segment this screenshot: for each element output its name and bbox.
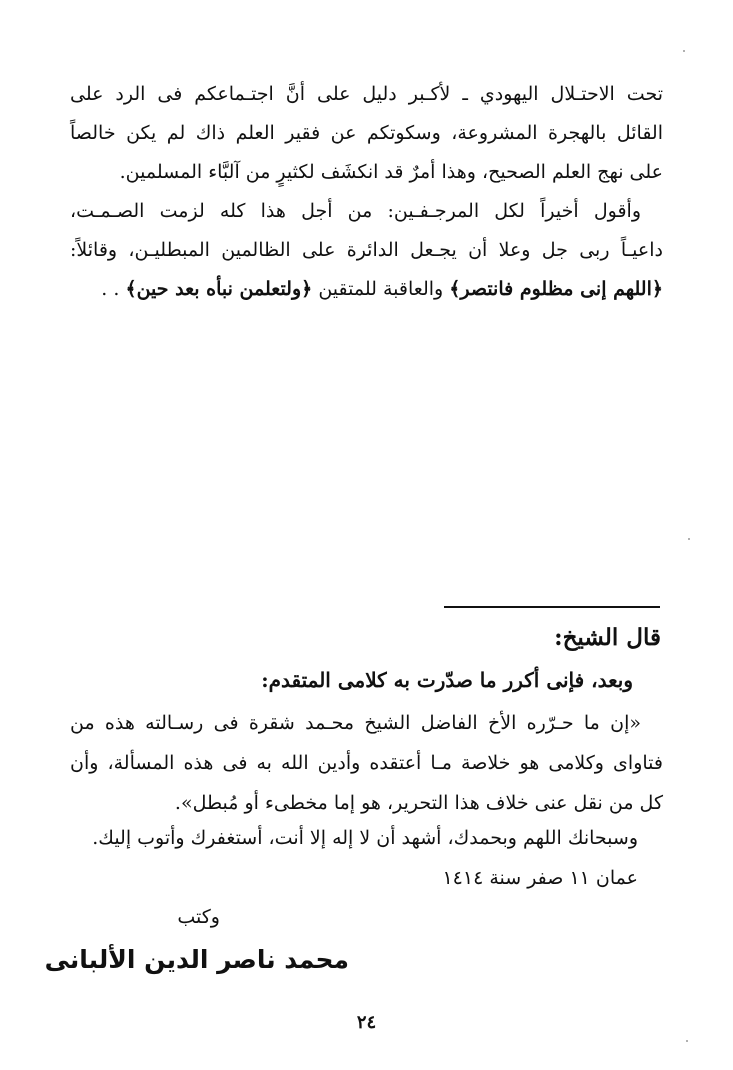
scan-speck	[686, 1040, 688, 1042]
section-heading: قال الشيخ:	[554, 624, 661, 651]
quran-verse: ﴿اللهم إنى مظلوم فانتصر﴾	[449, 278, 663, 300]
scan-speck	[688, 538, 690, 540]
quote-line: فتاواى وكلامى هو خلاصة مـا أعتقده وأدين الله به فى هذه المسألة، وأن	[70, 752, 663, 774]
wrote-label: وكتب	[177, 906, 220, 928]
section-divider	[444, 606, 660, 608]
date-line: عمان ١١ صفر سنة ١٤١٤	[442, 867, 638, 889]
quote-line: «إن ما حـرّره الأخ الفاضل الشيخ محـمد شقرة فى رسـالته هذه من	[70, 712, 641, 734]
paragraph-line: وأقول أخيراً لكل المرجـفـين: من أجل هذا كله لزمت الصـمـت،	[70, 200, 641, 222]
page-number: ٢٤	[356, 1012, 377, 1033]
quote-line: كل من نقل عنى خلاف هذا التحرير، هو إما مخطىء أو مُبطل».	[174, 792, 663, 814]
paragraph-line: على نهج العلم الصحيح، وهذا أمرٌ قد انكشَف لكثيرٍ من آلبَّاء المسلمين.	[119, 161, 663, 183]
verse-connector-text: والعاقبة للمتقين	[312, 278, 450, 300]
quran-verse-line	[70, 274, 663, 304]
closing-prayer: وسبحانك اللهم وبحمدك، أشهد أن لا إله إلا أنت، أستغفرك وأتوب إليك.	[92, 827, 638, 849]
author-signature: محمد ناصر الدين الألبانى	[44, 945, 349, 974]
quran-verse: ﴿ولتعلمن نبأه بعد حين﴾	[125, 278, 313, 300]
ellipsis-text: . .	[101, 278, 126, 300]
section-subheading: وبعد، فإنى أكرر ما صدّرت به كلامى المتقدم:	[261, 668, 633, 692]
paragraph-line: داعيـاً ربى جل وعلا أن يجـعل الدائرة على الظالمين المبطليـن، وقائلاً:	[70, 239, 663, 261]
scan-speck	[683, 50, 685, 52]
paragraph-line: تحت الاحتـلال اليهودي ـ لأكـبر دليل على أنَّ اجتـماعكم فى الرد على	[70, 83, 663, 105]
paragraph-line: القائل بالهجرة المشروعة، وسكوتكم عن فقير العلم ذاك لم يكن خالصاً	[70, 122, 663, 144]
